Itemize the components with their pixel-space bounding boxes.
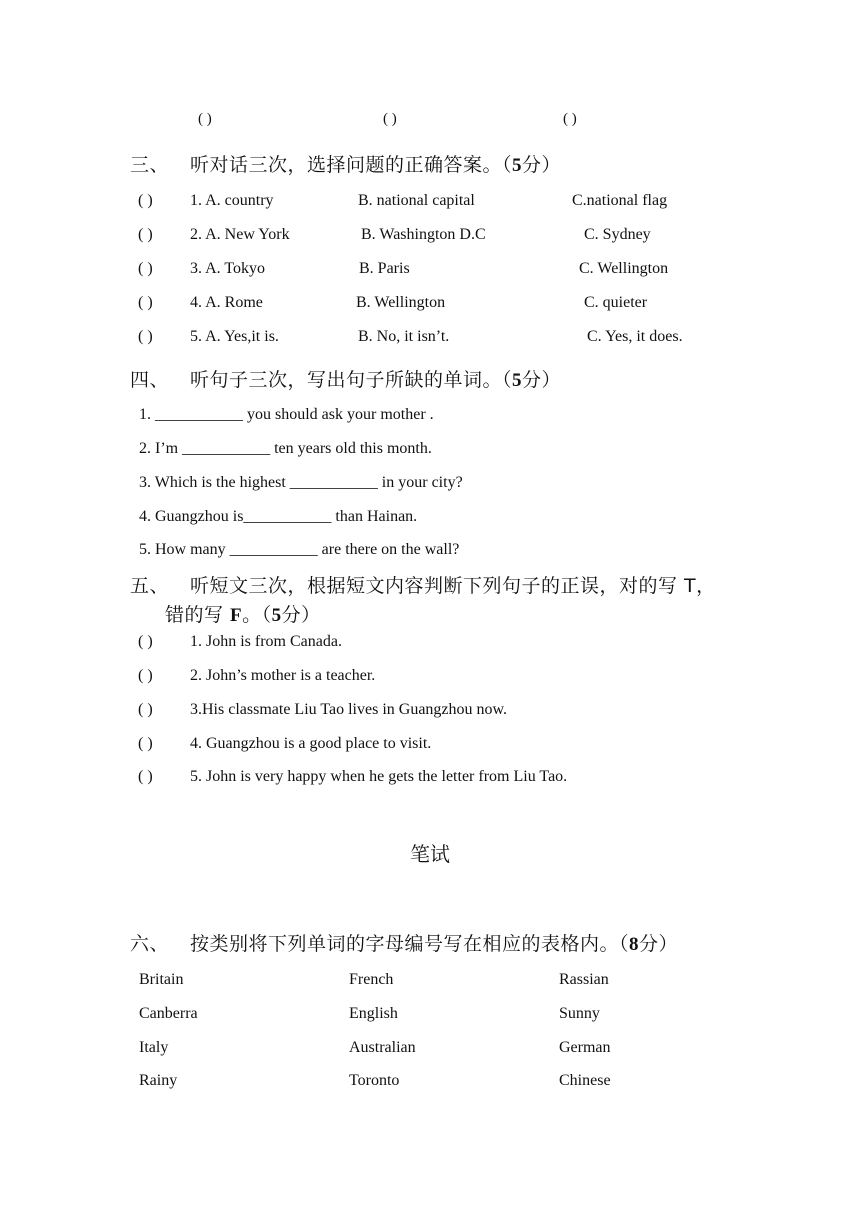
word-cell: English xyxy=(349,1005,398,1022)
list-item-option-c: C. quieter xyxy=(584,294,648,311)
section-5-heading-line2 xyxy=(165,600,321,627)
section-title: 按类别将下列单词的字母编号写在相应的表格内。（ xyxy=(190,933,630,955)
section-title: 听句子三次，写出句子所缺的单词。（ xyxy=(190,369,513,391)
list-item-option-b: B. Washington D.C xyxy=(361,226,486,243)
list-item: 3.His classmate Liu Tao lives in Guangzhou now. xyxy=(190,701,508,718)
list-item-option-b: B. Wellington xyxy=(356,294,446,311)
answer-paren-1: ( ) xyxy=(198,111,212,127)
word-cell: Australian xyxy=(349,1039,416,1056)
section-number: 六、 xyxy=(130,933,170,955)
section-3-heading xyxy=(130,150,561,177)
section-score-unit: 分） xyxy=(281,604,321,626)
list-item-stem: 5. A. Yes,it is. xyxy=(190,328,279,345)
list-item-paren: ( ) xyxy=(138,294,153,311)
list-item-paren: ( ) xyxy=(138,667,153,684)
list-item-stem: 1. A. country xyxy=(190,192,274,209)
word-cell: German xyxy=(559,1039,611,1056)
list-item: 2. John’s mother is a teacher. xyxy=(190,667,376,684)
list-item: 2. I’m ___________ ten years old this month. xyxy=(139,440,432,457)
section-score-unit: 分） xyxy=(639,933,679,955)
written-test-title: 笔试 xyxy=(410,842,450,866)
list-item-option-c: C. Yes, it does. xyxy=(587,328,683,345)
list-item-stem: 4. A. Rome xyxy=(190,294,263,311)
list-item: 1. ___________ you should ask your mother . xyxy=(139,406,434,423)
list-item-option-c: C. Wellington xyxy=(579,260,669,277)
word-cell: French xyxy=(349,971,394,988)
section-score: 5 xyxy=(512,155,523,176)
list-item-option-b: B. Paris xyxy=(359,260,410,277)
list-item: 3. Which is the highest ___________ in your city? xyxy=(139,474,463,491)
list-item: 4. Guangzhou is___________ than Hainan. xyxy=(139,508,418,525)
list-item-paren: ( ) xyxy=(138,328,153,345)
word-cell: Canberra xyxy=(139,1005,198,1022)
section-number: 四、 xyxy=(130,369,170,391)
section-5-heading xyxy=(130,571,716,598)
word-cell: Britain xyxy=(139,971,184,988)
list-item: 5. John is very happy when he gets the letter from Liu Tao. xyxy=(190,768,568,785)
list-item-option-b: B. No, it isn’t. xyxy=(358,328,450,345)
word-cell: Toronto xyxy=(349,1072,400,1089)
answer-paren-2: ( ) xyxy=(383,111,397,127)
word-cell: Italy xyxy=(139,1039,169,1056)
list-item-option-c: C.national flag xyxy=(572,192,668,209)
list-item-paren: ( ) xyxy=(138,735,153,752)
section-title: 听短文三次，根据短文内容判断下列句子的正误，对的写 T， xyxy=(190,575,716,597)
section-4-heading xyxy=(130,365,561,392)
list-item: 5. How many ___________ are there on the wall? xyxy=(139,541,460,558)
section-title: 听对话三次，选择问题的正确答案。（ xyxy=(190,154,513,176)
word-cell: Sunny xyxy=(559,1005,600,1022)
list-item-stem: 2. A. New York xyxy=(190,226,290,243)
word-cell: Rainy xyxy=(139,1072,178,1089)
section-6-heading xyxy=(130,929,678,956)
list-item-paren: ( ) xyxy=(138,192,153,209)
list-item-paren: ( ) xyxy=(138,226,153,243)
list-item-paren: ( ) xyxy=(138,768,153,785)
list-item-option-b: B. national capital xyxy=(358,192,475,209)
list-item: 1. John is from Canada. xyxy=(190,633,342,650)
section-number: 三、 xyxy=(130,154,170,176)
section-score: 8 xyxy=(629,934,640,955)
section-title-cont: 错的写 xyxy=(165,604,231,626)
list-item-option-c: C. Sydney xyxy=(584,226,651,243)
section-title-mid: 。（ xyxy=(242,604,272,626)
section-score-unit: 分） xyxy=(522,369,562,391)
section-number: 五、 xyxy=(130,575,170,597)
list-item-paren: ( ) xyxy=(138,701,153,718)
list-item-paren: ( ) xyxy=(138,260,153,277)
letter-f: F xyxy=(230,605,243,626)
section-score: 5 xyxy=(271,605,282,626)
list-item-paren: ( ) xyxy=(138,633,153,650)
word-cell: Rassian xyxy=(559,971,609,988)
section-score: 5 xyxy=(512,370,523,391)
answer-paren-3: ( ) xyxy=(563,111,577,127)
word-cell: Chinese xyxy=(559,1072,611,1089)
list-item: 4. Guangzhou is a good place to visit. xyxy=(190,735,432,752)
section-score-unit: 分） xyxy=(522,154,562,176)
list-item-stem: 3. A. Tokyo xyxy=(190,260,266,277)
